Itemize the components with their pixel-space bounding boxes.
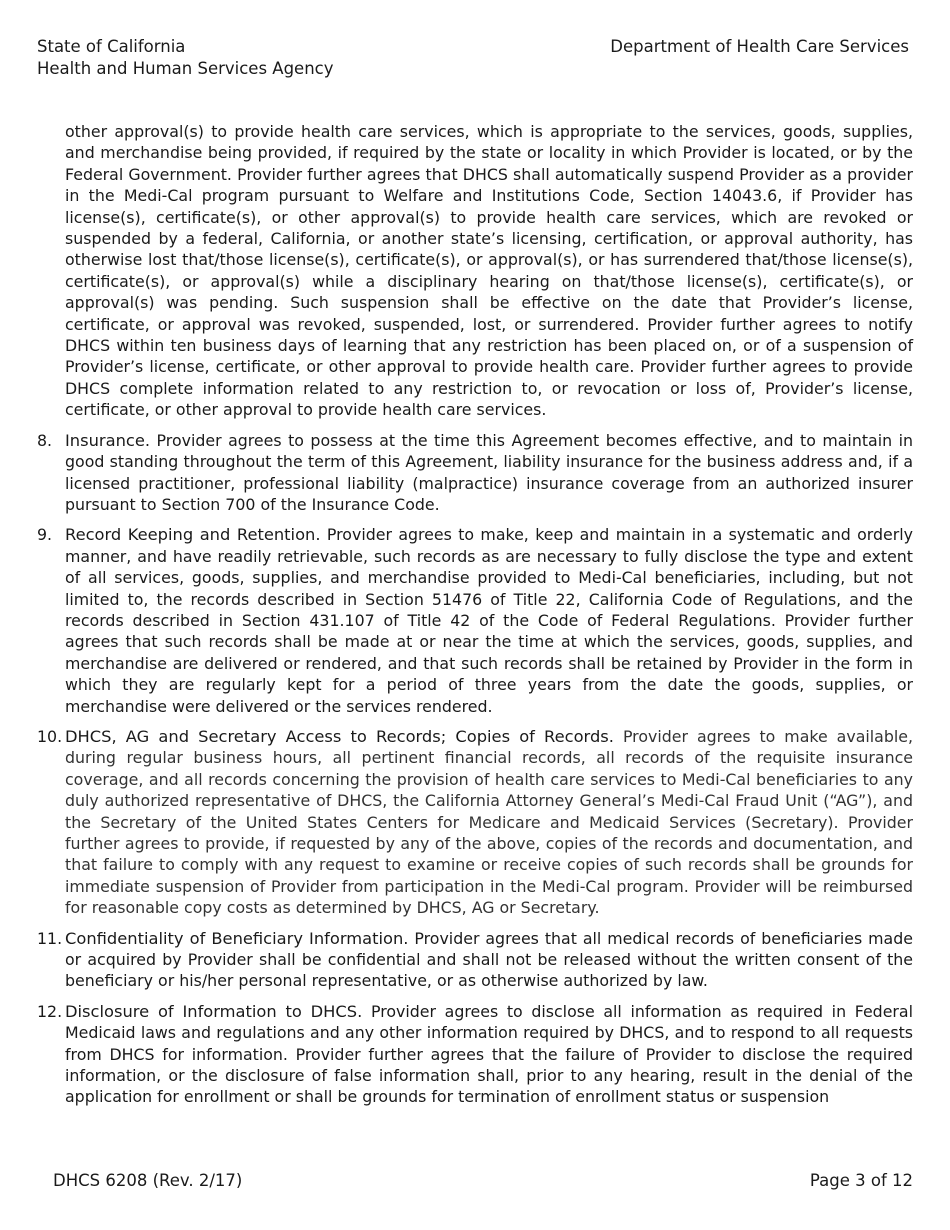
clause-title: Record Keeping and Retention. xyxy=(65,525,321,545)
clause-title: Confidentiality of Beneficiary Information. xyxy=(65,928,409,948)
clause-11 xyxy=(37,928,913,992)
clause-number: 9. xyxy=(37,525,53,545)
clause-body xyxy=(65,524,913,717)
clause-number: 8. xyxy=(37,430,53,450)
clause-text: Provider agrees to make, keep and maintain in a systematic and orderly manner, and have readily retrievable, such records as are necessary to fully disclose the type and extent of all services, goods, supplies, and merchandise provided to Medi-Cal beneficiaries, including, but not limited to, the records described in Section 51476 of Title 22, California Code of Regulations, and the records described in Section 431.107 of Title 42 of the Code of Federal Regulations. Provider further agrees that such records shall be made at or near the time at which the services, goods, supplies, and merchandise are delivered or rendered, and that such records shall be retained by Provider in the form in which they are regularly kept for a period of three years from the date the goods, supplies, or merchandise were delivered or the services rendered. xyxy=(65,525,913,716)
clause-text: Provider agrees to disclose all information as required in Federal Medicaid laws and regulations and any other information required by DHCS, and to respond to all requests from DHCS for information. Provider further agrees that the failure of Provider to disclose the required information, or the disclosure of false information shall, prior to any hearing, result in the denial of the application for enrollment or shall be grounds for termination of enrollment status or suspension xyxy=(65,1001,913,1107)
clause-body xyxy=(65,726,913,919)
clause-title: DHCS, AG and Secretary Access to Records; Copies of Records. xyxy=(65,726,614,746)
clause-number: 12. xyxy=(37,1001,63,1021)
agency-name: Health and Human Services Agency xyxy=(37,58,334,78)
clause-12 xyxy=(37,1001,913,1108)
clause-9 xyxy=(37,524,913,717)
clause-text: Provider agrees that all medical records of beneficiaries made or acquired by Provider shall be confidential and shall not be released without the written consent of the beneficiary or his/her personal representative, or as otherwise authorized by law. xyxy=(65,928,913,991)
header-agency-block xyxy=(37,36,334,79)
state-name: State of California xyxy=(37,37,186,56)
clause-number: 10. xyxy=(37,726,63,746)
page-number: Page 3 of 12 xyxy=(809,1171,913,1190)
department-name: Department of Health Care Services xyxy=(610,37,909,56)
clause-title: Disclosure of Information to DHCS. xyxy=(65,1001,363,1021)
clause-body xyxy=(65,928,913,992)
clause-number: 11. xyxy=(37,928,63,948)
continuation-paragraph: other approval(s) to provide health care services, which is appropriate to the services, goods, supplies, and merchandise being provided, if required by the state or locality in which Provider is located, or by the Federal Government. Provider further agrees that DHCS shall automatically suspend Provider as a provider in the Medi-Cal program pursuant to Welfare and Institutions Code, Section 14043.6, if Provider has license(s), certificate(s), or other approval(s) to provide health care services, which are revoked or suspended by a federal, California, or another state’s licensing, certification, or approval authority, has otherwise lost that/those license(s), certificate(s), or approval(s), or has surrendered that/those license(s), certificate(s), or approval(s) while a disciplinary hearing on that/those license(s), certificate(s), or approval(s) was pending. Such suspension shall be effective on the date that Provider’s license, certificate, or approval was revoked, suspended, lost, or surrendered. Provider further agrees to notify DHCS within ten business days of learning that any restriction has been placed on, or of a suspension of Provider’s license, certificate, or other approval to provide health care. Provider further agrees to provide DHCS complete information related to any restriction to, or revocation or loss of, Provider’s license, certificate, or other approval to provide health care services. xyxy=(65,122,913,420)
clause-text: Provider agrees to make available, during regular business hours, all pertinent financial records, all records of the requisite insurance coverage, and all records concerning the provision of health care services to Medi-Cal beneficiaries to any duly authorized representative of DHCS, the California Attorney General’s Medi-Cal Fraud Unit (“AG”), and the Secretary of the United States Centers for Medicare and Medicaid Services (Secretary). Provider further agrees to provide, if requested by any of the above, copies of the records and documentation, and that failure to comply with any request to examine or receive copies of such records shall be grounds for immediate suspension of Provider from participation in the Medi-Cal program. Provider will be reimbursed for reasonable copy costs as determined by DHCS, AG or Secretary. xyxy=(65,726,913,918)
clause-10 xyxy=(37,726,913,919)
clause-body xyxy=(65,1001,913,1108)
form-identifier: DHCS 6208 (Rev. 2/17) xyxy=(53,1171,243,1190)
clause-8 xyxy=(37,430,913,516)
clause-title: Insurance. xyxy=(65,430,151,450)
clause-text: Provider agrees to possess at the time this Agreement becomes effective, and to maintain in good standing throughout the term of this Agreement, liability insurance for the business address and, if a licensed practitioner, professional liability (malpractice) insurance coverage from an authorized insurer pursuant to Section 700 of the Insurance Code. xyxy=(65,430,913,514)
document-body xyxy=(37,121,913,1117)
clause-body xyxy=(65,430,913,516)
